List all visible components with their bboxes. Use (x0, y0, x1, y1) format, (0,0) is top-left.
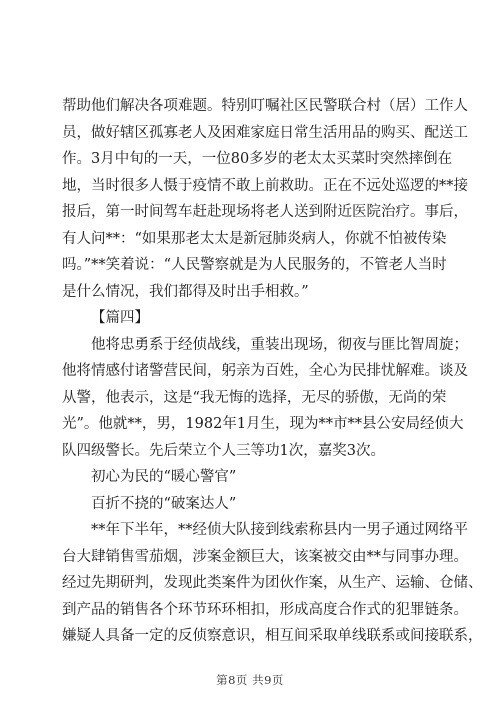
text-line: 从警，他表示，这是“我无悔的选择，无尽的骄傲，无尚的荣 (62, 389, 447, 406)
text-line: 帮助他们解决各项难题。特别叮嘱社区民警联合村（居）工作人 (62, 98, 468, 114)
text-line: 有人问**：“如果那老太太是新冠肺炎病人，你就不怕被传染 (62, 230, 447, 247)
text-line: 队四级警长。先后荣立个人三等功1次，嘉奖3次。 (62, 442, 385, 459)
text-line: 他将忠勇系于经侦战线，重装出现场，彻夜与匪比智周旋； (91, 336, 468, 353)
text-line: 员，做好辖区孤寡老人及困难家庭日常生活用品的购买、配送工 (62, 124, 468, 141)
text-line: 他将情感付诸警营民间，躬亲为百姓，全心为民排忧解难。谈及 (62, 363, 468, 379)
text-line: 嫌疑人具备一定的反侦察意识，相互间采取单线联系或间接联系， (62, 628, 483, 644)
page-number-footer: 第8页 共9页 (216, 673, 284, 687)
document-body (62, 93, 483, 650)
text-line: 是什么情况，我们都得及时出手相救。” (62, 283, 309, 300)
text-line: 吗。”**笑着说：“人民警察就是为人民服务的，不管老人当时 (62, 257, 447, 273)
subheading-case-solver: 百折不挠的“破案达人” (91, 495, 237, 512)
paragraph-3 (62, 517, 483, 650)
text-line: 到产品的销售各个环节环环相扣，形成高度合作式的犯罪链条。 (62, 601, 468, 618)
section-heading: 【篇四】 (91, 310, 149, 326)
subheading-warm-officer: 初心为民的“暖心警官” (91, 469, 237, 485)
paragraph-1 (62, 93, 468, 305)
text-line: 台大肆销售雪茄烟，涉案金额巨大，该案被交由**与同事办理。 (62, 548, 468, 565)
text-line: **年下半年，**经侦大队接到线索称县内一男子通过网络平 (91, 522, 468, 538)
text-line: 经过先期研判，发现此类案件为团伙作案，从生产、运输、仓储、 (62, 575, 483, 591)
text-line: 作。3月中旬的一天，一位80多岁的老太太买菜时突然摔倒在 (62, 151, 453, 167)
text-line: 报后，第一时间驾车赶赴现场将老人送到附近医院治疗。事后， (62, 204, 468, 220)
text-line: 光”。他就**，男，1982年1月生，现为**市**县公安局经侦大 (62, 416, 464, 432)
paragraph-2 (62, 332, 468, 465)
text-line: 地，当时很多人慑于疫情不敢上前救助。正在不远处巡逻的**接 (62, 177, 468, 194)
